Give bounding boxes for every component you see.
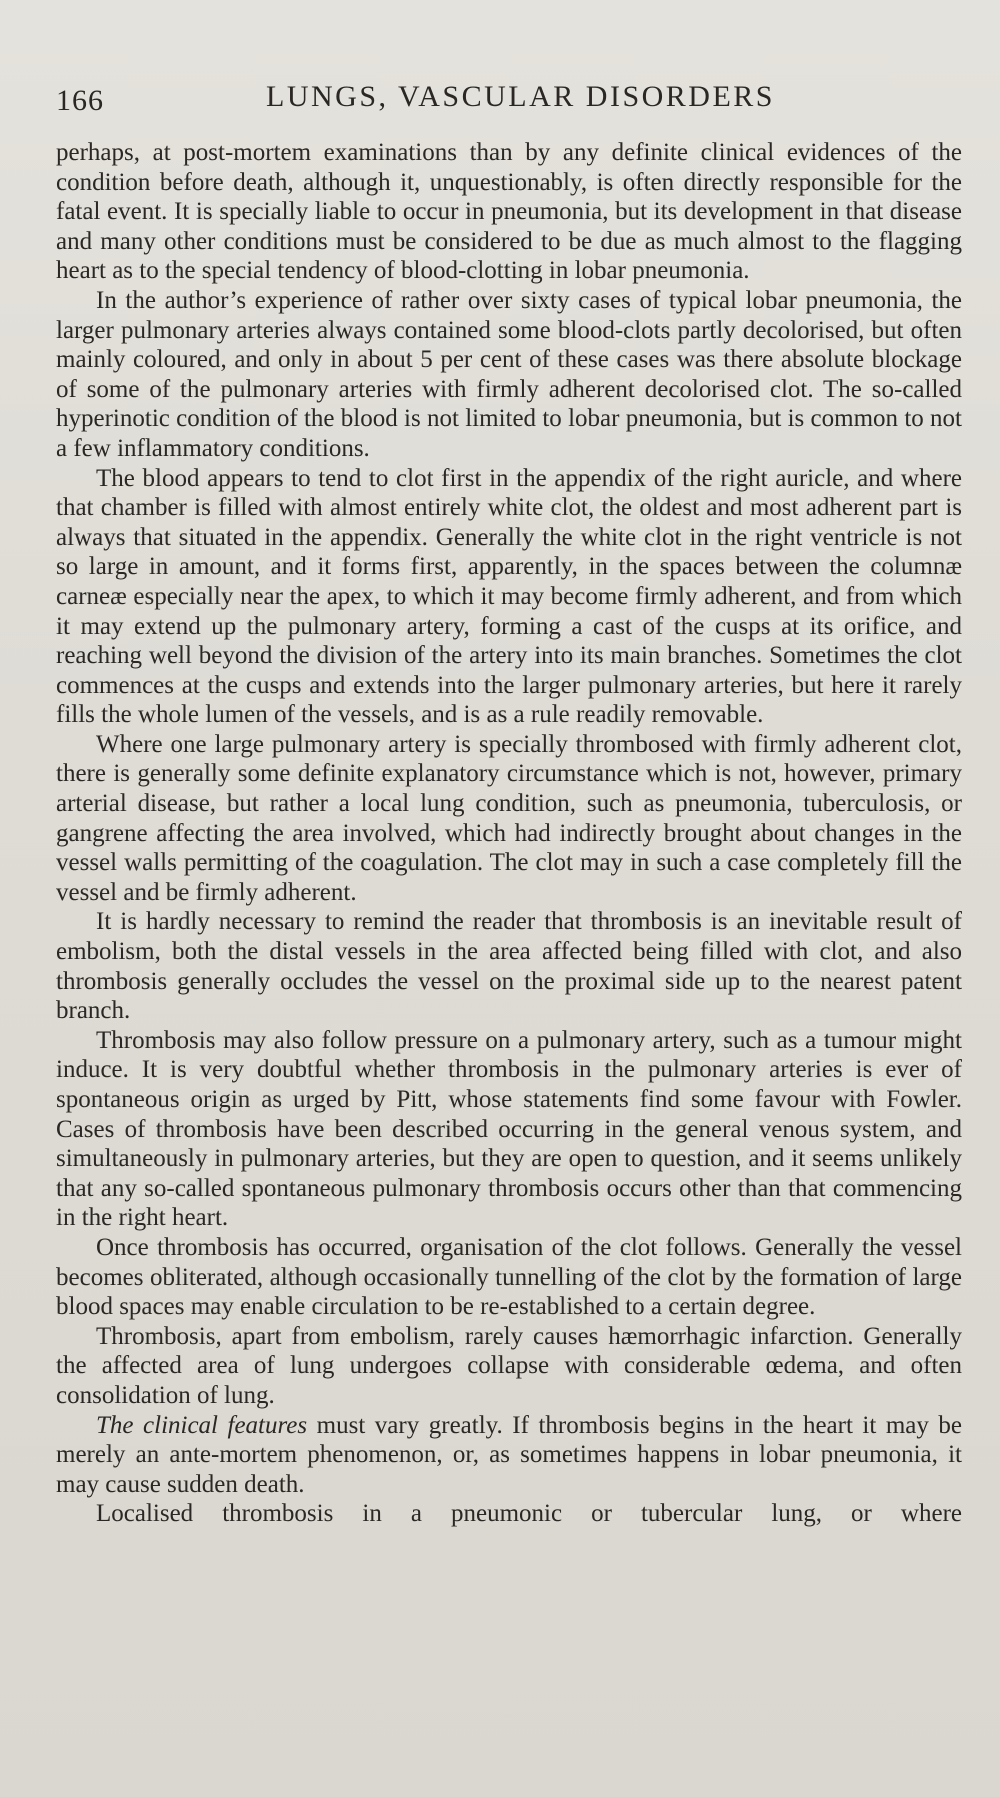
paragraph — [56, 1411, 962, 1500]
paragraph: Thrombosis may also follow pressure on a pulmonary artery, such as a tumour might induce. It is very doubtful whether thrombosis in the pulmonary arteries is ever of spontaneous origin as urged by Pitt, whose statements find some favour with Fowler. Cases of thrombosis have been described occurring in the general venous system, and simultaneously in pulmonary arteries, but they are open to question, and it seems unlikely that any so-called spontaneous pulmonary thrombosis occurs other than that commencing in the right heart. — [56, 1026, 962, 1232]
italic-heading: The clinical features — [96, 1411, 308, 1439]
paragraph: Where one large pulmonary artery is specially thrombosed with firmly adherent clot, there is generally some definite explanatory circumstance which is not, however, primary arterial disease, but rather a local lung condition, such as pneumonia, tuberculosis, or gangrene affecting the area involved, which had indirectly brought about changes in the vessel walls permitting of the coagulation. The clot may in such a case completely fill the vessel and be firmly adherent. — [56, 730, 962, 906]
running-head — [56, 76, 962, 122]
paragraph: In the author’s experience of rather over sixty cases of typical lobar pneumonia, the larger pulmonary arteries always contained some blood-clots partly decolorised, but often mainly coloured, and only in about 5 per cent of these cases was there absolute blockage of some of the pulmonary arteries with firmly adherent decolorised clot. The so-called hyperinotic condition of the blood is not limited to lobar pneumonia, but is common to not a few inflammatory conditions. — [56, 286, 962, 462]
body-text — [56, 138, 962, 1529]
paragraph: Localised thrombosis in a pneumonic or tubercular lung, or where — [96, 1500, 962, 1528]
paragraph: Once thrombosis has occurred, organisation of the clot follows. Generally the vessel becomes obliterated, although occasionally tunnelling of the clot by the formation of large blood spaces may enable circulation to be re-established to a certain degree. — [56, 1233, 962, 1321]
paragraph: Thrombosis, apart from embolism, rarely causes hæmorrhagic infarction. Generally the affected area of lung undergoes collapse with considerable œdema, and often consolidation of lung. — [56, 1322, 962, 1409]
paragraph-text: must vary greatly. If thrombosis begins in the heart it may be merely an ante-mortem phenomenon, or, as sometimes happens in lobar pneumonia, it may cause sudden death. — [56, 1411, 962, 1498]
paragraph: It is hardly necessary to remind the reader that thrombosis is an inevitable result of embolism, both the distal vessels in the area affected being filled with clot, and also thrombosis generally occludes the vessel on the proximal side up to the nearest patent branch. — [56, 908, 962, 1025]
paragraph: perhaps, at post-mortem examinations than by any definite clinical evidences of the condition before death, although it, unquestionably, is often directly responsible for the fatal event. It is specially liable to occur in pneumonia, but its development in that disease and many other conditions must be considered to be due as much almost to the flagging heart as to the special tendency of blood-clotting in lobar pneumonia. — [56, 139, 962, 285]
page-number: 166 — [56, 84, 104, 117]
paragraph: The blood appears to tend to clot first in the appendix of the right auricle, and where that chamber is filled with almost entirely white clot, the oldest and most adherent part is always that situated in the appendix. Generally the white clot in the right ventricle is not so large in amount, and it forms first, apparently, in the spaces between the columnæ carneæ especially near the apex, to which it may become firmly adherent, and from which it may extend up the pulmonary artery, forming a cast of the cusps at its orifice, and reaching well beyond the division of the artery into its main branches. Sometimes the clot commences at the cusps and extends into the larger pulmonary arteries, but here it rarely fills the whole lumen of the vessels, and is as a rule readily removable. — [56, 464, 962, 729]
running-title: LUNGS, VASCULAR DISORDERS — [266, 80, 775, 113]
